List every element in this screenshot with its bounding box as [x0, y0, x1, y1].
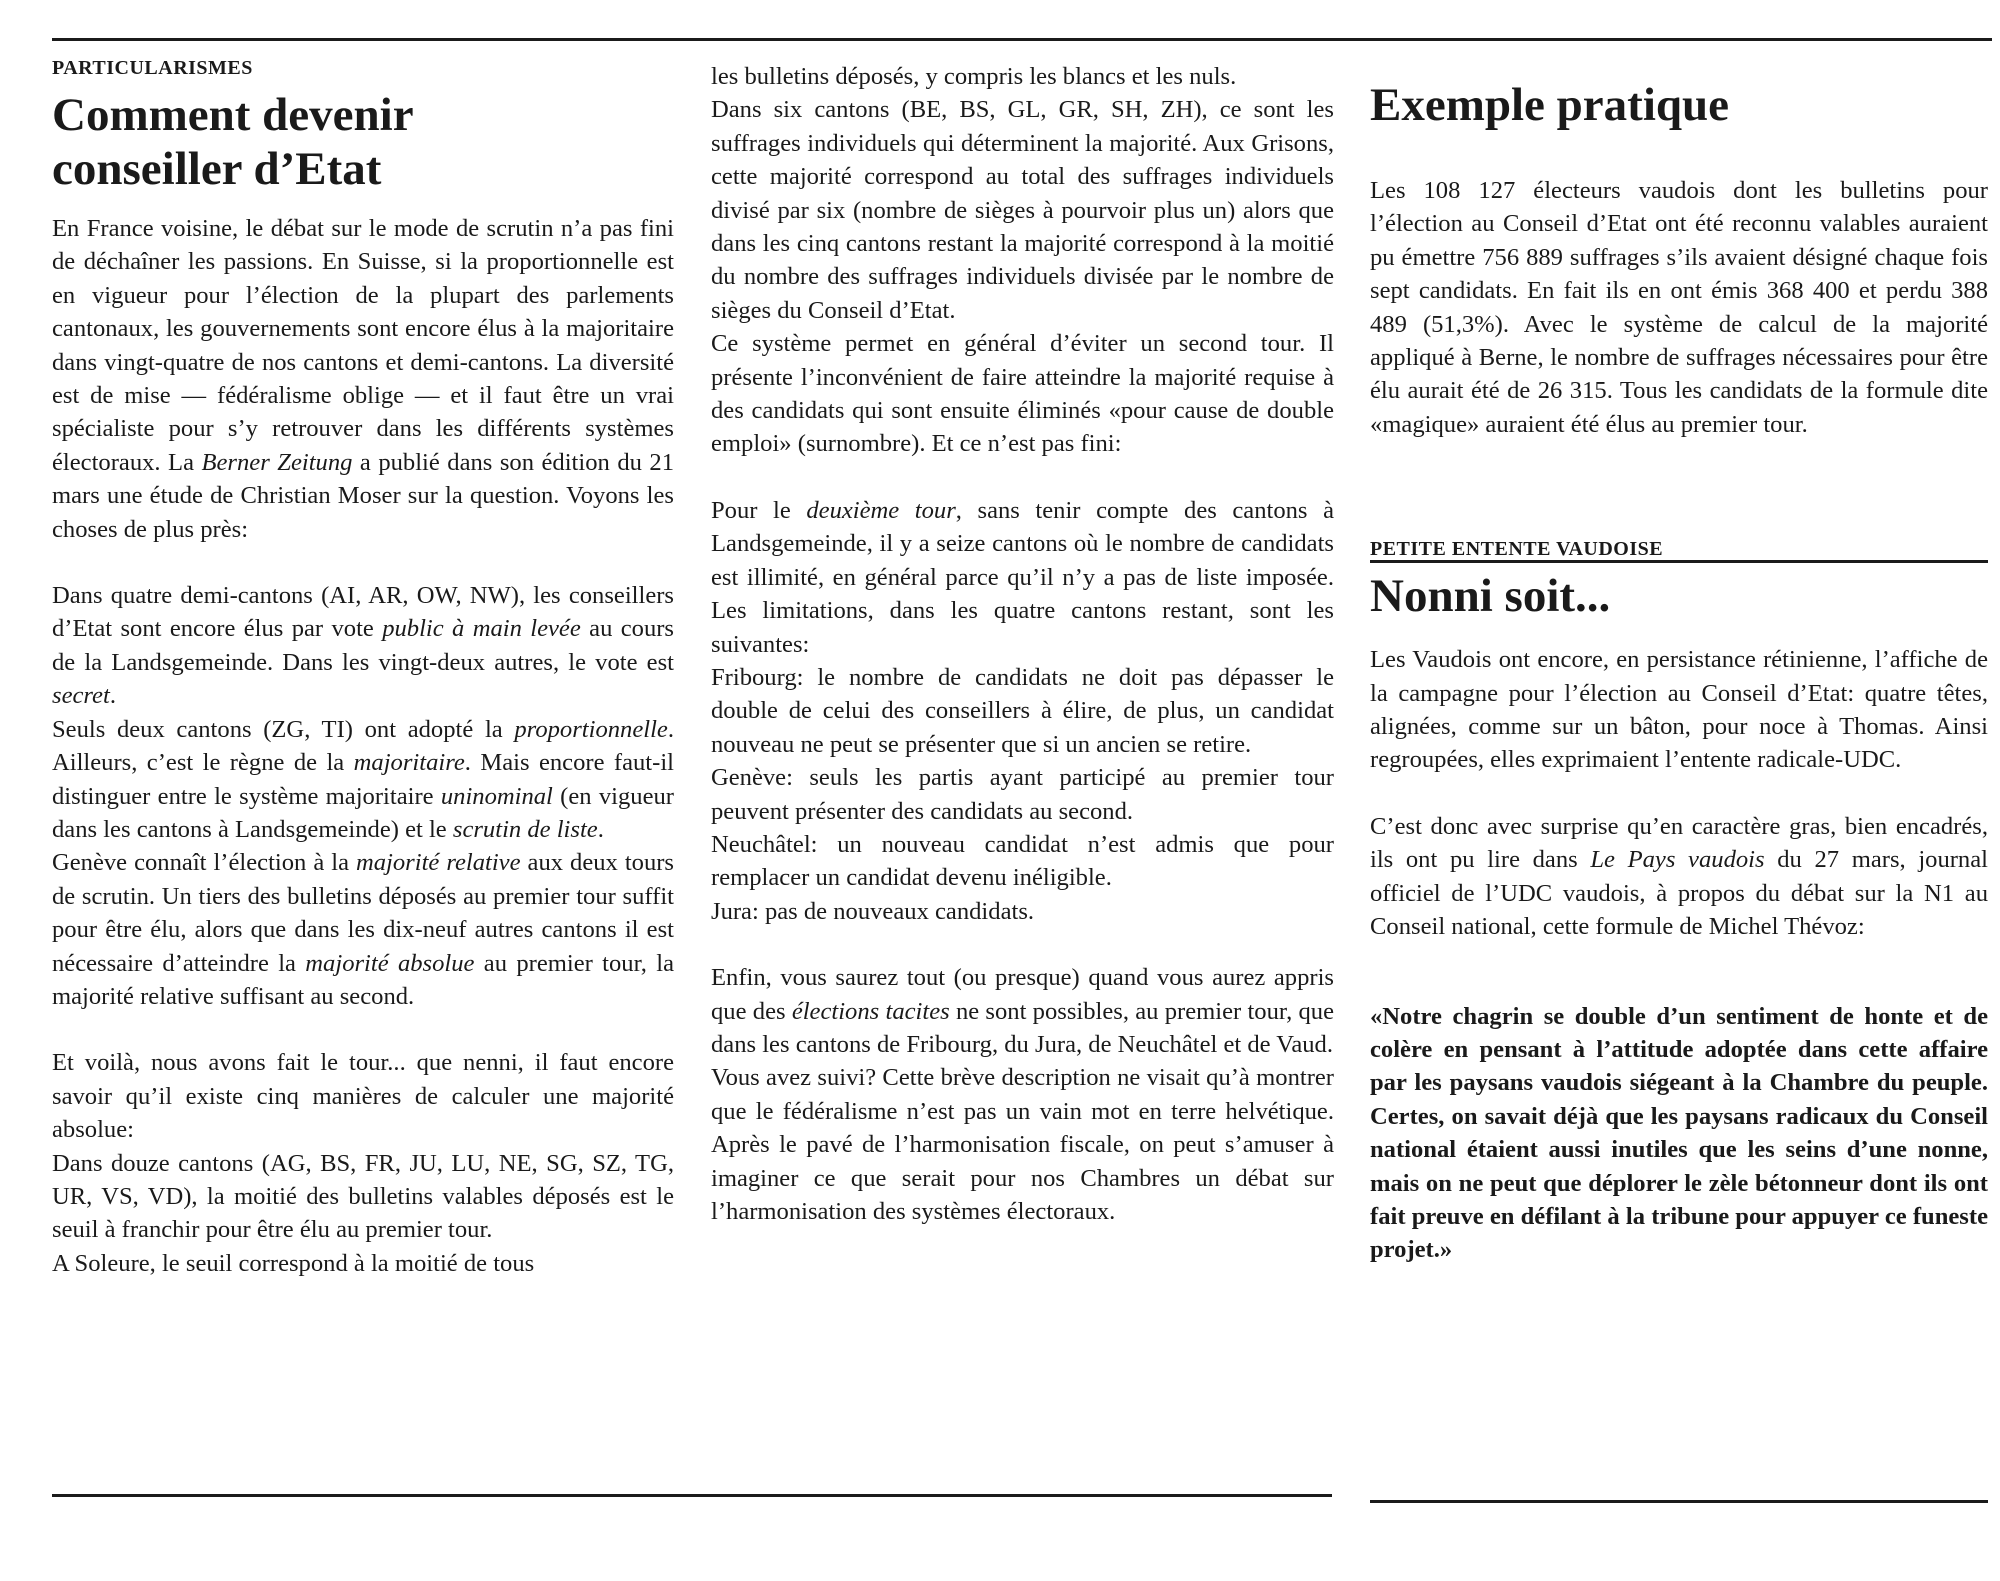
paragraph: Pour le deuxième tour, sans tenir compte des cantons à Landsgemeinde, il y a seize cantons où le nombre de candidats est illimité, en général parce qu’il n’y a pas de liste imposée. Les limitations, dans les quatre cantons restant, sont les suivantes: — [711, 496, 1334, 658]
paragraph: les bulletins déposés, y compris les blancs et les nuls. — [711, 63, 1237, 90]
paragraph: Genève: seuls les partis ayant participé au premier tour peuvent présenter des candidats au second. — [711, 764, 1334, 825]
paragraph: Les 108 127 électeurs vaudois dont les bulletins pour l’élection au Conseil d’Etat ont été reconnu valables auraient pu émettre 756 889 suffrages s’ils avaient désigné chaque fois sept candidats. En fait ils en ont émis 368 400 et perdu 388 489 (51,3%). Avec le système de calcul de la majorité appliqué à Berne, le nombre de suffrages nécessaires pour être élu aurait été de 26 315. Tous les candidats de la formule dite «magique» auraient été élus au premier tour. — [1370, 177, 1988, 438]
bottom-rule-left — [52, 1494, 1332, 1497]
paragraph: Dans douze cantons (AG, BS, FR, JU, LU, NE, SG, SZ, TG, UR, VS, VD), la moitié des bulletins valables déposés est le seuil à franchir pour être élu au premier tour. — [52, 1149, 674, 1244]
paragraph: Vous avez suivi? Cette brève description ne visait qu’à montrer que le fédéralisme n’est pas un vain mot en terre helvétique. Après le pavé de l’harmonisation fiscale, on peut s’amuser à imaginer ce que serait pour nos Chambres un débat sur l’harmonisation des systèmes électoraux. — [711, 1064, 1334, 1225]
paragraph: C’est donc avec surprise qu’en caractère gras, bien encadrés, ils ont pu lire dans Le Pays vaudois du 27 mars, journal officiel de l’UDC vaudois, à propos du débat sur la N1 au Conseil national, cette formule de Michel Thévoz: — [1370, 812, 1988, 941]
left-column — [52, 56, 674, 1280]
article-title-line: conseiller d’Etat — [52, 143, 382, 195]
paragraph: Jura: pas de nouveaux candidats. — [711, 897, 1035, 925]
paragraph: Neuchâtel: un nouveau candidat n’est admis que pour remplacer un candidat devenu inéligible. — [711, 830, 1334, 892]
paragraph: Dans six cantons (BE, BS, GL, GR, SH, ZH), ce sont les suffrages individuels qui déterminent la majorité. Aux Grisons, cette majorité correspond au total des suffrages individuels divisé par six (nombre de sièges à pourvoir plus un) alors que dans les cinq cantons restant la majorité correspond à la moitié du nombre des suffrages individuels divisée par le nombre de sièges du Conseil d’Etat. — [711, 96, 1334, 324]
paragraph: Seuls deux cantons (ZG, TI) ont adopté la proportionnelle. Ailleurs, c’est le règne de la majoritaire. Mais encore faut-il distinguer entre le système majoritaire uninominal (en vigueur dans les cantons à Landsgemeinde) et le scrutin de liste. — [52, 715, 675, 843]
article-title-line: Comment devenir — [52, 89, 414, 141]
sidebar-title: Exemple pratique — [1370, 79, 1730, 131]
middle-column — [711, 60, 1334, 1228]
article-title — [52, 88, 674, 196]
paragraph: Et voilà, nous avons fait le tour... que nenni, il faut encore savoir qu’il existe cinq manières de calculer une majorité absolue: — [52, 1049, 674, 1144]
paragraph: Ce système permet en général d’éviter un second tour. Il présente l’inconvénient de faire atteindre la majorité requise à des candidats qui sont ensuite éliminés «pour cause de double emploi» (surnombre). Et ce n’est pas fini: — [711, 330, 1334, 458]
paragraph: Les Vaudois ont encore, en persistance rétinienne, l’affiche de la campagne pour l’élection au Conseil d’Etat: quatre têtes, alignées, comme sur un bâton, pour noce à Thomas. Ainsi regroupées, elles exprimaient l’entente radicale-UDC. — [1370, 646, 1988, 774]
paragraph: Genève connaît l’élection à la majorité relative aux deux tours de scrutin. Un tiers des bulletins déposés au premier tour suffit pour être élu, alors que dans les dix-neuf autres cantons il est nécessaire d’atteindre la majorité absolue au premier tour, la majorité relative suffisant au second. — [52, 849, 675, 1010]
right-column — [1370, 56, 1988, 1267]
paragraph: A Soleure, le seuil correspond à la moitié de tous — [52, 1249, 535, 1277]
paragraph: Fribourg: le nombre de candidats ne doit pas dépasser le double de celui des conseillers à élire, de plus, un candidat nouveau ne peut se présenter que si un ancien se retire. — [711, 663, 1334, 758]
paragraph-intro: En France voisine, le débat sur le mode de scrutin n’a pas fini de déchaîner les passions. En Suisse, si la proportionnelle est en vigueur pour l’élection de la plupart des parlements cantonaux, les gouvernements sont encore élus à la majoritaire dans vingt-quatre de nos cantons et demi-cantons. La diversité est de mise — fédéralisme oblige — et il faut être un vrai spécialiste pour s’y retrouver dans les différents systèmes électoraux. La Berner Zeitung a publié dans son édition du 21 mars une étude de Christian Moser sur la question. Voyons les choses de plus près: — [52, 215, 674, 543]
quote-paragraph: «Notre chagrin se double d’un sentiment de honte et de colère en pensant à l’attitude adoptée dans cette affaire par les paysans vaudois siégeant à la Chambre du peuple. Certes, on savait déjà que les paysans radicaux du Conseil national étaient aussi inutiles que les seins d’une nonne, mais on ne peut que déplorer le zèle bétonneur dont ils ont fait preuve en défilant à la tribune pour appuyer ce funeste projet.» — [1370, 1002, 1988, 1264]
section-kicker: PARTICULARISMES — [52, 57, 253, 79]
section-kicker: PETITE ENTENTE VAUDOISE — [1370, 538, 1664, 561]
paragraph: Enfin, vous saurez tout (ou presque) quand vous aurez appris que des élections tacites ne sont possibles, au premier tour, que dans les cantons de Fribourg, du Jura, de Neuchâtel et de Vaud. — [711, 964, 1334, 1058]
bottom-rule-right — [1370, 1500, 1988, 1503]
article-title: Nonni soit... — [1370, 570, 1611, 623]
top-rule — [52, 38, 1992, 41]
paragraph: Dans quatre demi-cantons (AI, AR, OW, NW), les conseillers d’Etat sont encore élus par vote public à main levée au cours de la Landsgemeinde. Dans les vingt-deux autres, le vote est secret. — [52, 582, 675, 710]
